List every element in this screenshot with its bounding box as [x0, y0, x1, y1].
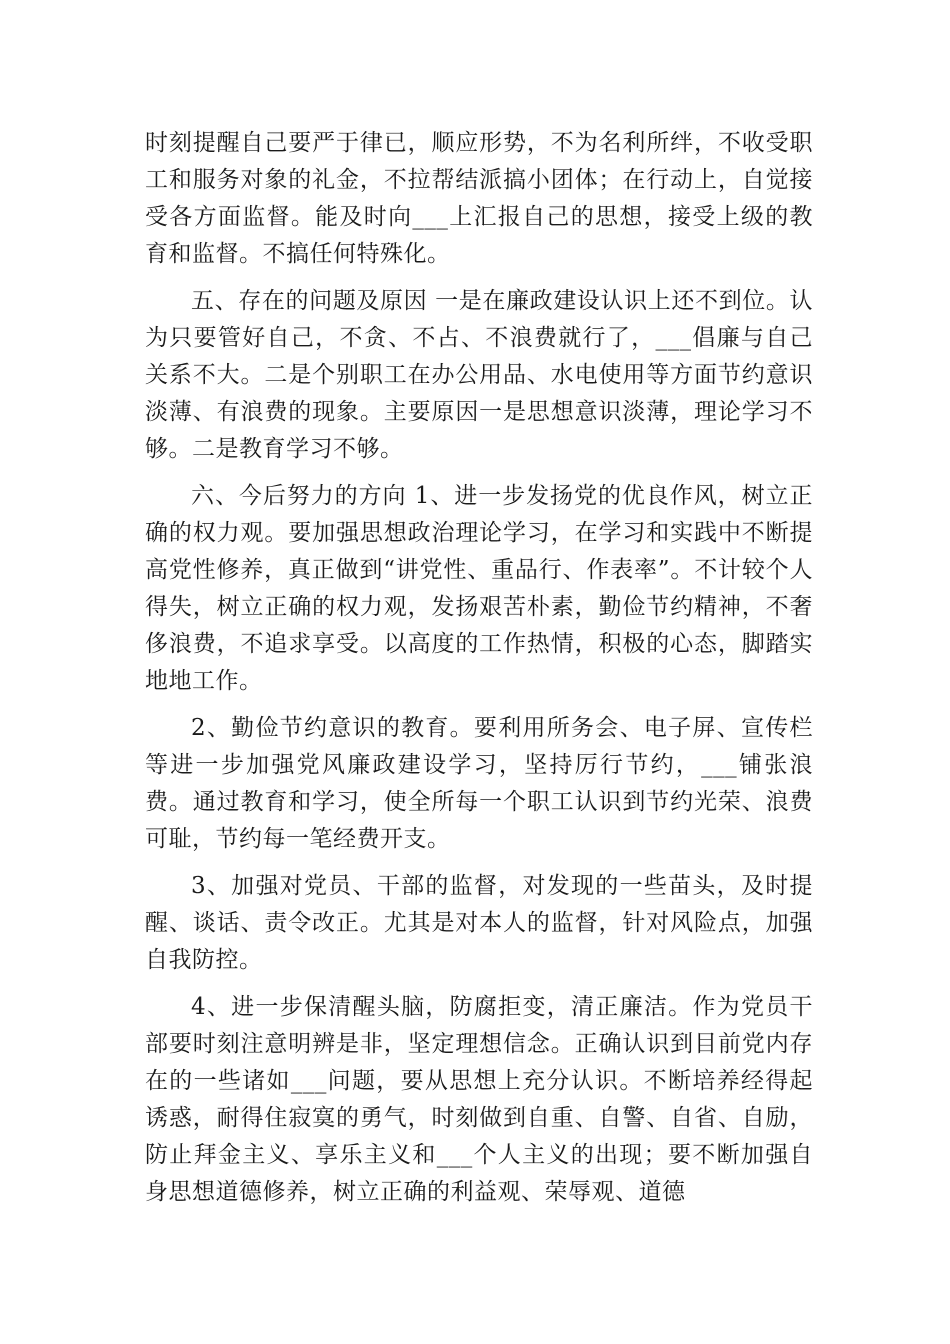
document-body: [145, 125, 813, 1221]
paragraph-item-4: 4、进一步保清醒头脑，防腐拒变，清正廉洁。作为党员干部要时刻注意明辨是非，坚定理想信念。正确认识到目前党内存在的一些诸如___问题，要从思想上充分认识。不断培养经得起诱惑，耐得住寂寞的勇气，时刻做到自重、自警、自省、自励，防止拜金主义、享乐主义和___个人主义的出现；要不断加强自身思想道德修养，树立正确的利益观、荣辱观、道德: [145, 994, 813, 1205]
paragraph-item-3: 3、加强对党员、干部的监督，对发现的一些苗头，及时提醒、谈话、责令改正。尤其是对本人的监督，针对风险点，加强自我防控。: [145, 873, 813, 973]
paragraph-continuation: 时刻提醒自己要严于律已，顺应形势，不为名利所绊，不收受职工和服务对象的礼金，不拉帮结派搞小团体；在行动上，自觉接受各方面监督。能及时向___上汇报自己的思想，接受上级的教育和监督。不搞任何特殊化。: [145, 130, 813, 267]
paragraph-item-2: 2、勤俭节约意识的教育。要利用所务会、电子屏、宣传栏等进一步加强党风廉政建设学习，坚持厉行节约，___铺张浪费。通过教育和学习，使全所每一个职工认识到节约光荣、浪费可耻，节约每一笔经费开支。: [145, 715, 813, 852]
paragraph-section-five: 五、存在的问题及原因 一是在廉政建设认识上还不到位。认为只要管好自己，不贪、不占、不浪费就行了，___倡廉与自己关系不大。二是个别职工在办公用品、水电使用等方面节约意识淡薄、有浪费的现象。主要原因一是思想意识淡薄，理论学习不够。二是教育学习不够。: [145, 288, 813, 462]
paragraph-section-six: 六、今后努力的方向 1、进一步发扬党的优良作风，树立正确的权力观。要加强思想政治理论学习，在学习和实践中不断提高党性修养，真正做到“讲党性、重品行、作表率”。不计较个人得失，树立正确的权力观，发扬艰苦朴素，勤俭节约精神，不奢侈浪费，不追求享受。以高度的工作热情，积极的心态，脚踏实地地工作。: [145, 483, 813, 694]
